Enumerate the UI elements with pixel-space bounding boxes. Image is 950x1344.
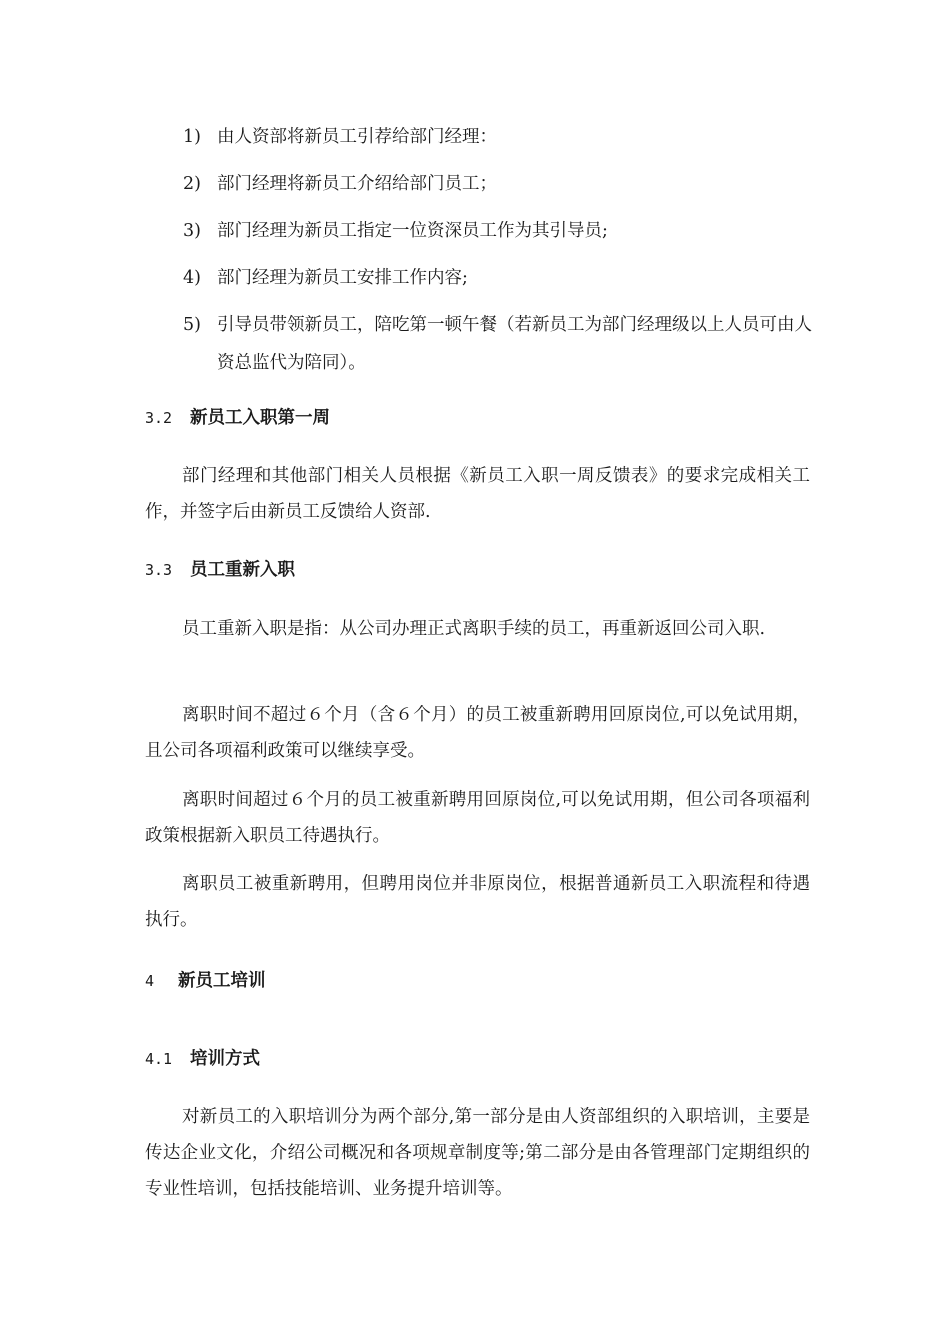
list-text: 引导员带领新员工，陪吃第一顿午餐（若新员工为部门经理级以上人员可由人资总监代为陪同）。 — [217, 315, 812, 373]
list-item — [183, 212, 823, 250]
section-number: 4 — [145, 972, 155, 990]
paragraph: 离职员工被重新聘用，但聘用岗位并非原岗位，根据普通新员工入职流程和待遇执行。 — [145, 874, 810, 930]
paragraph: 部门经理和其他部门相关人员根据《新员工入职一周反馈表》的要求完成相关工作，并签字后由新员工反馈给人资部. — [145, 466, 810, 522]
section-title: 员工重新入职 — [190, 560, 295, 580]
list-text: 部门经理为新员工安排工作内容; — [217, 268, 468, 288]
list-text: 由人资部将新员工引荐给部门经理： — [217, 127, 497, 147]
section-heading — [145, 403, 330, 433]
paragraph: 离职时间超过６个月的员工被重新聘用回原岗位,可以免试用期，但公司各项福利政策根据新入职员工待遇执行。 — [145, 790, 810, 846]
section-title: 培训方式 — [190, 1049, 260, 1069]
list-number: 2) — [183, 174, 201, 194]
paragraph: 离职时间不超过６个月（含６个月）的员工被重新聘用回原岗位,可以免试用期，且公司各项福利政策可以继续享受。 — [145, 705, 810, 761]
paragraph: 员工重新入职是指：从公司办理正式离职手续的员工，再重新返回公司入职. — [182, 619, 766, 639]
section-title: 新员工培训 — [178, 971, 266, 991]
section-heading — [145, 1044, 260, 1074]
list-number: 4) — [183, 268, 201, 288]
section-heading — [145, 966, 266, 996]
list-text: 部门经理为新员工指定一位资深员工作为其引导员; — [217, 221, 608, 241]
list-number: 5) — [183, 315, 201, 335]
list-number: 3) — [183, 221, 201, 241]
section-heading — [145, 555, 295, 585]
section-number: 4.1 — [145, 1050, 173, 1068]
section-number: 3.2 — [145, 409, 173, 427]
section-number: 3.3 — [145, 561, 173, 579]
list-item — [183, 306, 823, 382]
section-title: 新员工入职第一周 — [190, 408, 330, 428]
list-item — [183, 165, 823, 203]
paragraph: 对新员工的入职培训分为两个部分,第一部分是由人资部组织的入职培训，主要是传达企业文化，介绍公司概况和各项规章制度等;第二部分是由各管理部门定期组织的专业性培训，包括技能培训、业务提升培训等。 — [145, 1107, 810, 1199]
list-item — [183, 118, 823, 156]
list-item — [183, 259, 823, 297]
list-text: 部门经理将新员工介绍给部门员工； — [217, 174, 497, 194]
list-number: 1) — [183, 127, 201, 147]
